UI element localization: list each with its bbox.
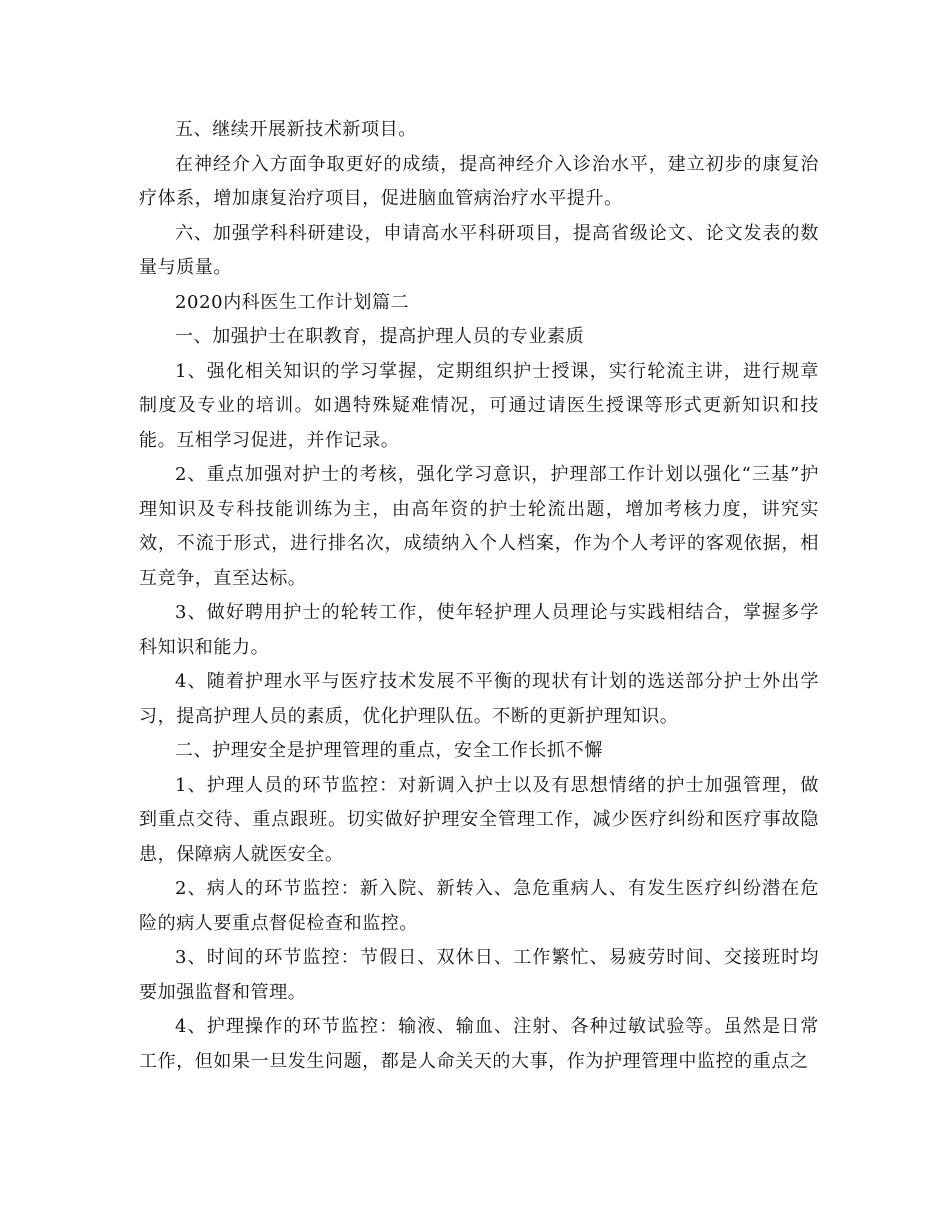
paragraph: 在神经介入方面争取更好的成绩，提高神经介入诊治水平，建立初步的康复治疗体系，增加康复治疗项目，促进脑血管病治疗水平提升。	[139, 153, 819, 209]
section-title: 2020内科医生工作计划篇二	[175, 291, 410, 313]
section-heading: 一、加强护士在职教育，提高护理人员的专业素质	[175, 326, 585, 347]
paragraph: 4、随着护理水平与医疗技术发展不平衡的现状有计划的选送部分护士外出学习，提高护理人员的素质，优化护理队伍。不断的更新护理知识。	[139, 671, 819, 727]
paragraph: 1、强化相关知识的学习掌握，定期组织护士授课，实行轮流主讲，进行规章制度及专业的培训。如遇特殊疑难情况，可通过请医生授课等形式更新知识和技能。互相学习促进，并作记录。	[139, 360, 819, 451]
paragraph: 五、继续开展新技术新项目。	[175, 119, 417, 140]
paragraph: 2、重点加强对护士的考核，强化学习意识，护理部工作计划以强化“三基”护理知识及专科技能训练为主，由高年资的护士轮流出题，增加考核力度，讲究实效，不流于形式，进行排名次，成绩纳入个人档案，作为个人考评的客观依据，相互竞争，直至达标。	[139, 464, 819, 589]
paragraph: 六、加强学科科研建设，申请高水平科研项目，提高省级论文、论文发表的数量与质量。	[139, 222, 819, 278]
section-heading: 二、护理安全是护理管理的重点，安全工作长抓不懈	[175, 740, 603, 761]
paragraph: 4、护理操作的环节监控：输液、输血、注射、各种过敏试验等。虽然是日常工作，但如果一旦发生问题，都是人命关天的大事，作为护理管理中监控的重点之	[139, 1016, 819, 1072]
document-body	[139, 113, 819, 1079]
paragraph: 1、护理人员的环节监控：对新调入护士以及有思想情绪的护士加强管理，做到重点交待、重点跟班。切实做好护理安全管理工作，减少医疗纠纷和医疗事故隐患，保障病人就医安全。	[139, 774, 819, 865]
paragraph: 3、时间的环节监控：节假日、双休日、工作繁忙、易疲劳时间、交接班时均要加强监督和管理。	[139, 947, 819, 1003]
paragraph: 2、病人的环节监控：新入院、新转入、急危重病人、有发生医疗纠纷潜在危险的病人要重点督促检查和监控。	[139, 878, 819, 934]
paragraph: 3、做好聘用护士的轮转工作，使年轻护理人员理论与实践相结合，掌握多学科知识和能力。	[139, 602, 819, 658]
